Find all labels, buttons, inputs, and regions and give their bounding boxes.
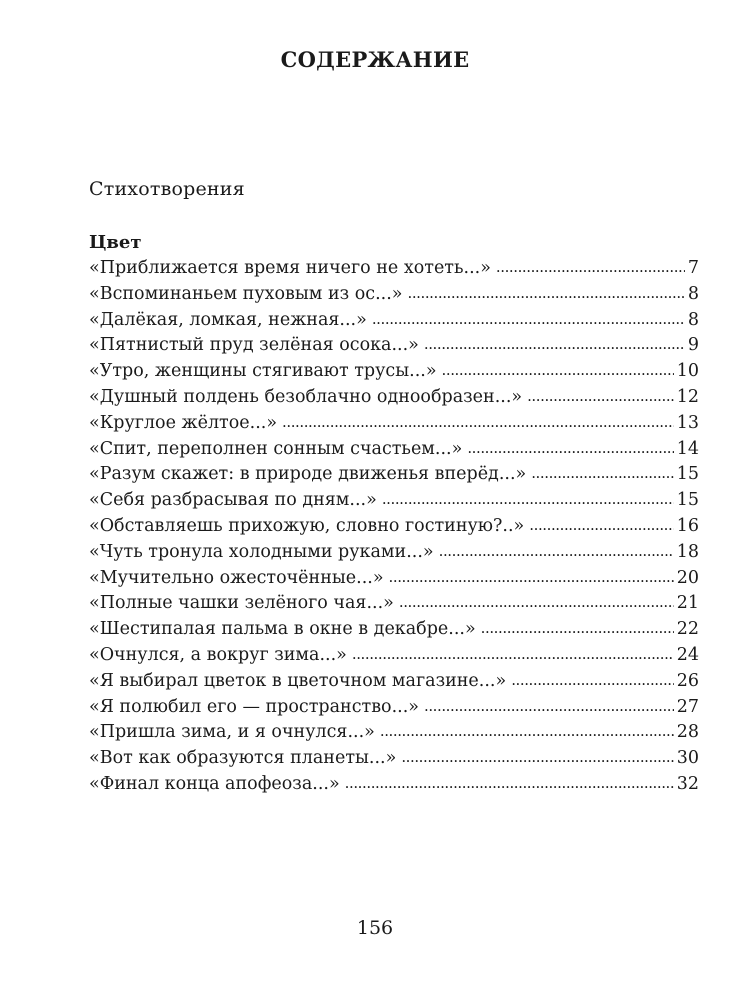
toc-entry bbox=[89, 488, 699, 514]
section-heading: Стихотворения bbox=[89, 178, 245, 200]
toc-entry-page: 13 bbox=[676, 412, 699, 433]
toc-entry-page: 8 bbox=[687, 283, 699, 304]
toc-entry-title: «Разум скажет: в природе движенья вперёд...» bbox=[89, 464, 527, 485]
toc-entry bbox=[89, 695, 699, 721]
toc-entry bbox=[89, 333, 699, 359]
toc-entry-page: 32 bbox=[676, 773, 699, 794]
dot-leader bbox=[380, 719, 674, 745]
toc-entry bbox=[89, 359, 699, 385]
dot-leader bbox=[496, 255, 685, 281]
toc-entry bbox=[89, 282, 699, 308]
toc-entry-title: «Я полюбил его — пространство...» bbox=[89, 696, 419, 717]
toc-entry bbox=[89, 617, 699, 643]
dot-leader bbox=[345, 771, 674, 797]
dot-leader bbox=[399, 590, 674, 616]
toc-entry bbox=[89, 514, 699, 540]
toc-entry-title: «Приближается время ничего не хотеть...» bbox=[89, 258, 491, 278]
dot-leader bbox=[282, 410, 674, 436]
page-title: СОДЕРЖАНИЕ bbox=[280, 47, 470, 72]
toc-entry-page: 15 bbox=[676, 490, 699, 511]
toc-entry-page: 7 bbox=[687, 258, 699, 278]
toc-entry-title: «Мучительно ожесточённые...» bbox=[89, 567, 384, 588]
toc-entry-title: «Круглое жёлтое...» bbox=[89, 412, 278, 433]
toc-entry-title: «Себя разбрасывая по дням...» bbox=[89, 490, 377, 511]
toc-entry-title: «Шестипалая пальма в окне в декабре...» bbox=[89, 619, 476, 640]
dot-leader bbox=[439, 539, 674, 565]
dot-leader bbox=[527, 384, 674, 410]
dot-leader bbox=[531, 461, 674, 487]
toc-entry bbox=[89, 437, 699, 463]
toc-entry bbox=[89, 591, 699, 617]
dot-leader bbox=[424, 332, 685, 358]
toc-entry-page: 30 bbox=[676, 748, 699, 769]
toc-entry-title: «Далёкая, ломкая, нежная...» bbox=[89, 309, 367, 330]
toc-entry-title: «Обставляешь прихожую, словно гостиную?..» bbox=[89, 515, 525, 536]
toc-entry-title: «Вспоминаньем пуховым из ос...» bbox=[89, 283, 403, 304]
toc-entry-title: «Утро, женщины стягивают трусы...» bbox=[89, 361, 437, 382]
toc-entry bbox=[89, 746, 699, 772]
toc-entry-page: 18 bbox=[676, 541, 699, 562]
dot-leader bbox=[408, 281, 685, 307]
dot-leader bbox=[382, 487, 674, 513]
toc-entry-title: «Я выбирал цветок в цветочном магазине...» bbox=[89, 670, 507, 691]
toc-entry-title: «Пятнистый пруд зелёная осока...» bbox=[89, 335, 419, 356]
toc-entry bbox=[89, 308, 699, 334]
page-number: 156 bbox=[356, 917, 394, 939]
toc-entry-title: «Спит, переполнен сонным счастьем...» bbox=[89, 438, 463, 459]
toc-entry-page: 12 bbox=[676, 386, 699, 407]
toc-entry bbox=[89, 385, 699, 411]
dot-leader bbox=[401, 745, 673, 771]
toc-entry bbox=[89, 540, 699, 566]
toc-entry-page: 10 bbox=[676, 361, 699, 382]
toc-entry-title: «Очнулся, а вокруг зима...» bbox=[89, 644, 347, 665]
toc-entry-title: «Пришла зима, и я очнулся...» bbox=[89, 722, 375, 743]
toc-entry-title: «Вот как образуются планеты...» bbox=[89, 748, 397, 769]
subsection-heading: Цвет bbox=[89, 232, 142, 253]
toc-entry-page: 21 bbox=[676, 593, 699, 614]
toc-entry-title: «Чуть тронула холодными руками...» bbox=[89, 541, 434, 562]
dot-leader bbox=[529, 513, 673, 539]
toc-entry-page: 24 bbox=[676, 644, 699, 665]
dot-leader bbox=[481, 616, 674, 642]
toc-entry bbox=[89, 669, 699, 695]
dot-leader bbox=[424, 694, 674, 720]
dot-leader bbox=[511, 668, 674, 694]
toc-entry-page: 9 bbox=[687, 335, 699, 356]
toc-entry bbox=[89, 256, 699, 282]
toc-entry-page: 22 bbox=[676, 619, 699, 640]
toc-entry-title: «Полные чашки зелёного чая...» bbox=[89, 593, 394, 614]
dot-leader bbox=[467, 436, 673, 462]
toc-entry-page: 8 bbox=[687, 309, 699, 330]
dot-leader bbox=[372, 307, 685, 333]
dot-leader bbox=[442, 358, 674, 384]
dot-leader bbox=[389, 565, 674, 591]
toc-entry-title: «Финал конца апофеоза...» bbox=[89, 773, 340, 794]
toc-entry bbox=[89, 411, 699, 437]
toc-entry-page: 15 bbox=[676, 464, 699, 485]
toc-entry bbox=[89, 462, 699, 488]
toc-entry-page: 28 bbox=[676, 722, 699, 743]
toc-entry bbox=[89, 643, 699, 669]
toc-entry bbox=[89, 720, 699, 746]
toc-entry-page: 27 bbox=[676, 696, 699, 717]
toc-entry-page: 26 bbox=[676, 670, 699, 691]
toc-entry-page: 16 bbox=[676, 515, 699, 536]
dot-leader bbox=[352, 642, 674, 668]
toc-entry-page: 20 bbox=[676, 567, 699, 588]
toc-entry bbox=[89, 772, 699, 798]
toc-entry-title: «Душный полдень безоблачно однообразен...» bbox=[89, 386, 523, 407]
toc-entry bbox=[89, 566, 699, 592]
table-of-contents bbox=[89, 256, 699, 798]
toc-entry-page: 14 bbox=[676, 438, 699, 459]
